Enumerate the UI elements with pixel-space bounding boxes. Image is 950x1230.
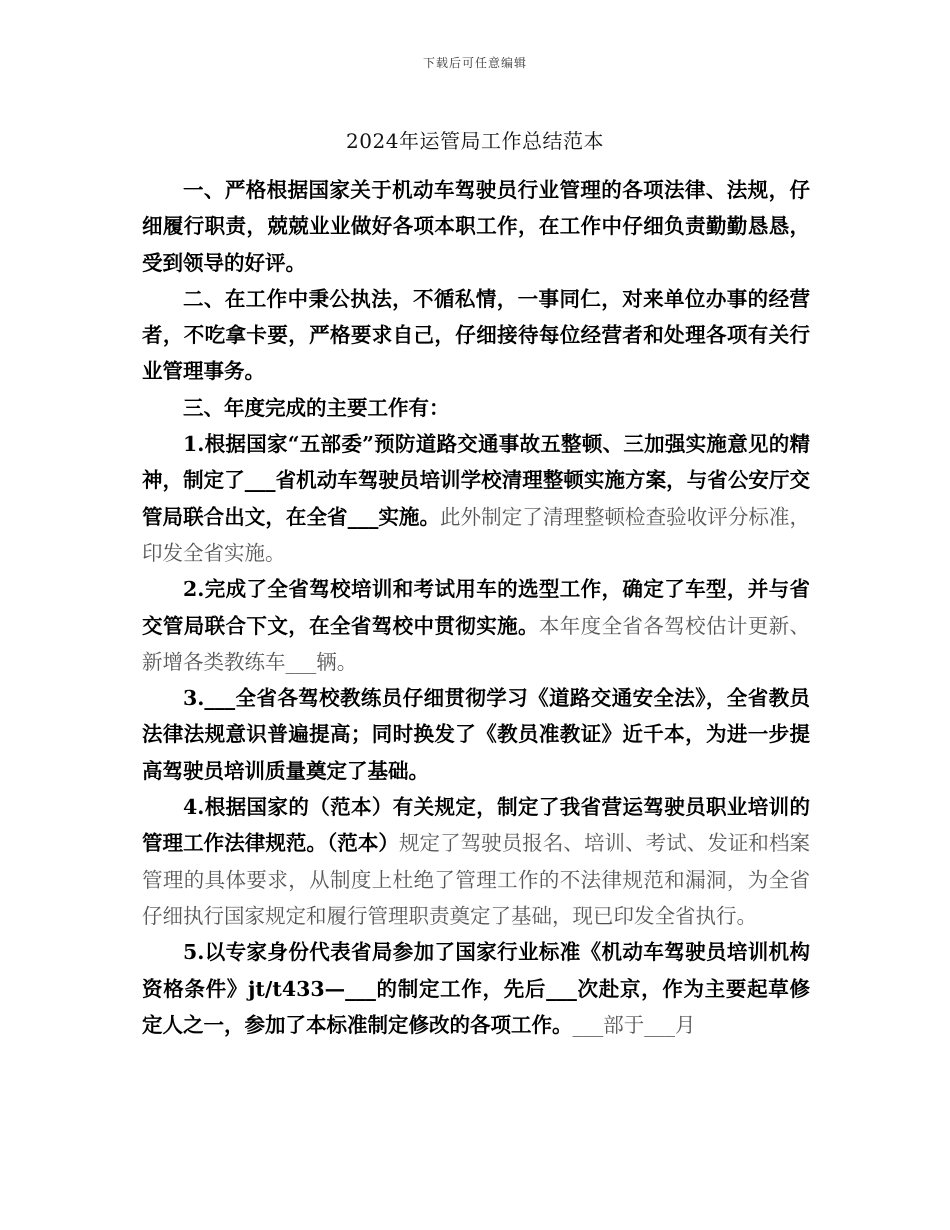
paragraph-7-light-text: 规定了驾驶员报名、培训、考试、发证和档案管理的具体要求，从制度上杜绝了管理工作的不法律规范和漏洞，为全省仔细执行国家规定和履行管理职责奠定了基础，现已印发全省执行。 (142, 831, 811, 928)
paragraph-8-light-text: ___部于___月 (572, 1012, 696, 1037)
paragraph-5-light-text: 本年度全省各驾校估计更新、新增各类教练车___辆。 (142, 613, 811, 674)
paragraph-4-light-text: 此外制定了清理整顿检查验收评分标准，印发全省实施。 (142, 504, 811, 565)
paragraph-3-bold-text: 三、年度完成的主要工作有： (183, 395, 450, 420)
paragraph-7 (142, 789, 810, 934)
paragraph-5-bold-text: 2.完成了全省驾校培训和考试用车的选型工作，确定了车型，并与省交管局联合下文，在全省驾校中贯彻实施。 (142, 577, 810, 638)
paragraph-8-bold-text: 5.以专家身份代表省局参加了国家行业标准《机动车驾驶员培训机构资格条件》jt/t433—___的制定工作，先后___次赴京，作为主要起草修定人之一，参加了本标准制定修改的各项工作。 (142, 940, 810, 1037)
header-note: 下载后可任意编辑 (422, 56, 527, 70)
paragraph-2-bold-text: 二、在工作中秉公执法，不循私情，一事同仁，对来单位办事的经营者，不吃拿卡要，严格要求自己，仔细接待每位经营者和处理各项有关行业管理事务。 (142, 286, 810, 384)
paragraph-4 (142, 426, 810, 571)
paragraph-2 (142, 281, 810, 390)
paragraph-4-bold-text: 1.根据国家“五部委”预防道路交通事故五整顿、三加强实施意见的精神，制定了___省机动车驾驶员培训学校清理整顿实施方案，与省公安厅交管局联合出文，在全省___实施。 (142, 432, 810, 529)
paragraph-8 (142, 934, 810, 1043)
paragraph-5 (142, 571, 810, 680)
document-body (142, 172, 810, 1043)
paragraph-6-bold-text: 3.___全省各驾校教练员仔细贯彻学习《道路交通安全法》，全省教员法律法规意识普遍提高；同时换发了《教员准教证》近千本，为进一步提高驾驶员培训质量奠定了基础。 (142, 686, 810, 783)
paragraph-1 (142, 172, 810, 281)
document-title: 2024年运管局工作总结范本 (346, 129, 604, 153)
paragraph-6 (142, 680, 810, 789)
paragraph-7-bold-text: 4.根据国家的（范本）有关规定，制定了我省营运驾驶员职业培训的管理工作法律规范。（范本） (142, 795, 810, 856)
paragraph-1-bold-text: 一、严格根据国家关于机动车驾驶员行业管理的各项法律、法规，仔细履行职责，兢兢业业做好各项本职工作，在工作中仔细负责勤勤恳恳，受到领导的好评。 (142, 178, 810, 275)
paragraph-3 (142, 390, 810, 426)
